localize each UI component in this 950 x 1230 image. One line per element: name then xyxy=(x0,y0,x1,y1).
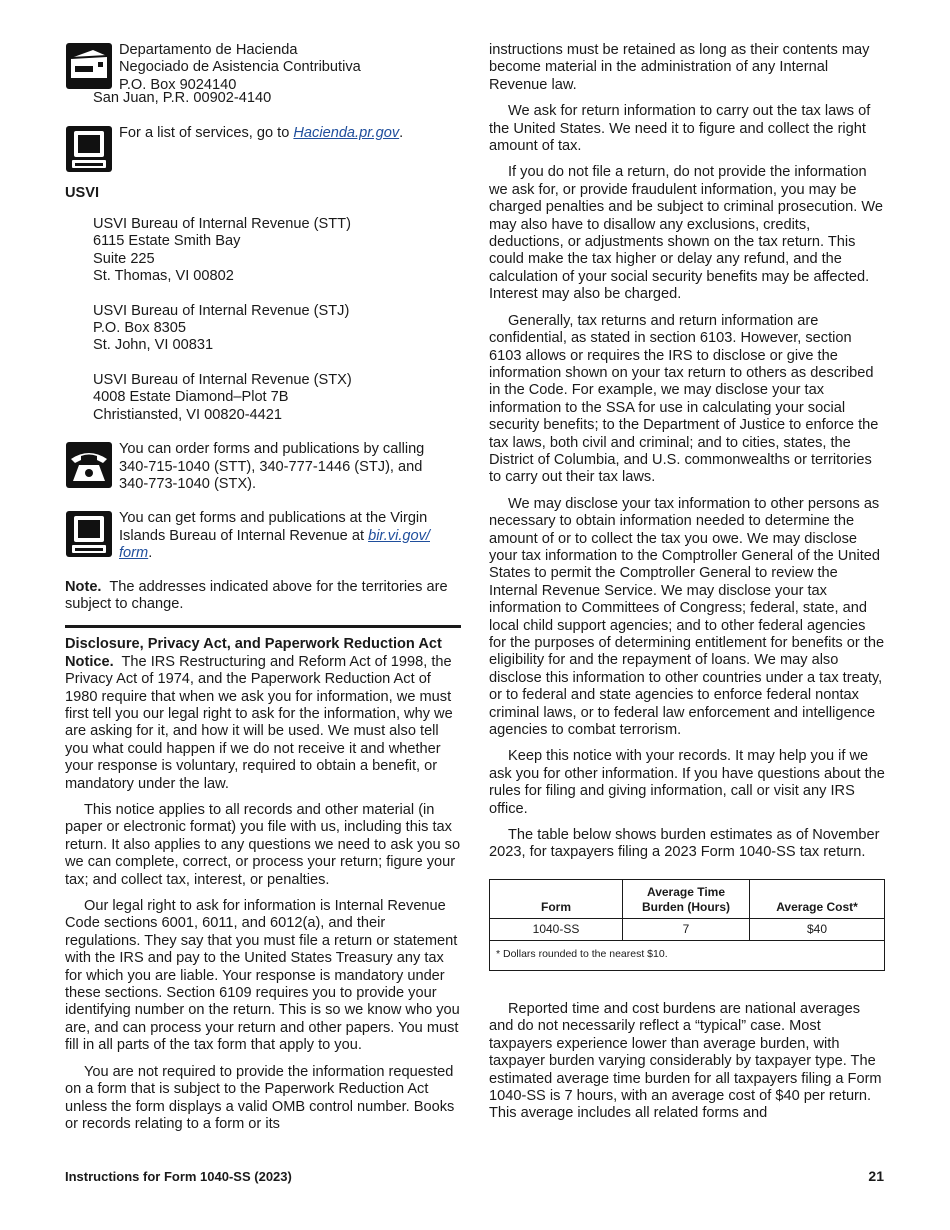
burden-table xyxy=(489,879,885,971)
footer-title: Instructions for Form 1040-SS (2023) xyxy=(65,1169,292,1184)
phone-line: You can order forms and publications by calling xyxy=(119,441,425,458)
usvi-phone-block xyxy=(65,441,461,493)
table-header: Average Cost* xyxy=(750,879,885,918)
hacienda-link[interactable]: Hacienda.pr.gov xyxy=(293,124,400,141)
address-line: USVI Bureau of Internal Revenue (STT) xyxy=(93,216,351,233)
body-paragraph: We ask for return information to carry out the tax laws of the United States. We need it to figure and collect the right amount of tax. xyxy=(489,103,871,155)
address-line: Departamento de Hacienda xyxy=(119,42,298,58)
usvi-web-text xyxy=(119,510,430,562)
usvi-office-stx xyxy=(65,372,461,424)
table-footnote: * Dollars rounded to the nearest $10. xyxy=(490,940,885,970)
bir-link-continued[interactable]: form xyxy=(119,545,149,562)
bir-link[interactable]: bir.vi.gov/ xyxy=(368,527,430,544)
address-line: St. Thomas, VI 00802 xyxy=(93,268,234,285)
pr-mail-block xyxy=(65,42,461,94)
body-paragraph: Reported time and cost burdens are national averages and do not necessarily reflect a “typical” case. Most taxpayers experience lower than average burden, with taxpayer burden varying considerably by taxpayer type. The estimated average time burden for all taxpayers filing a Form 1040-SS is 7 hours, with an average cost of $40 per return. This average includes all related forms and xyxy=(489,1000,882,1122)
body-paragraph: Our legal right to ask for information is Internal Revenue Code sections 6001, 6011, and 6012(a), and their regulations. They say that you must file a return or statement with the IRS and pay to the United States Treasury any tax for which you are liable. Your response is mandatory under these sections. Section 6109 requires you to provide your identifying number on the return. This is so we know who you are, and can process your return and other papers. You must fill in all parts of the tax form that apply to you. xyxy=(65,898,460,1054)
services-prefix: For a list of services, go to xyxy=(119,124,294,141)
body-paragraph: This notice applies to all records and other material (in paper or electronic format) you file with us, including this tax return. It also applies to any questions we need to ask you so we can complete, correct, or process your return; figure your tax; and collect tax, interest, or penalties. xyxy=(65,802,461,888)
web-line: You can get forms and publications at the Virgin xyxy=(119,510,428,527)
table-footnote-row xyxy=(490,940,885,970)
table-header: Average Time Burden (Hours) xyxy=(623,879,750,918)
web-line xyxy=(119,545,430,562)
note-paragraph xyxy=(65,579,461,614)
computer-icon xyxy=(65,125,113,173)
usvi-phone-text xyxy=(119,441,424,493)
address-line: 4008 Estate Diamond–Plot 7B xyxy=(93,389,289,406)
table-header: Form xyxy=(490,879,623,918)
usvi-heading: USVI xyxy=(65,184,100,201)
disclosure-intro-text: The IRS Restructuring and Reform Act of 1998, the Privacy Act of 1974, and the Paperwork Reduction Act of 1980 require that when we ask you for information, we must first tell you our legal right to ask for the information, why we are asking for it, and how it will be used. We must also tell you what could happen if we do not receive it and whether your response is voluntary, required to obtain a benefit, or mandatory under the law. xyxy=(65,653,453,792)
address-line: 6115 Estate Smith Bay xyxy=(93,233,241,250)
body-paragraph: Keep this notice with your records. It may help you if we ask you for other information. If you have questions about the rules for filing and giving information, call or visit any IRS office. xyxy=(489,748,885,817)
web-suffix: . xyxy=(148,545,153,562)
usvi-web-block xyxy=(65,510,461,562)
address-line: P.O. Box 8305 xyxy=(93,320,187,337)
phone-icon xyxy=(65,441,113,489)
address-line: Christiansted, VI 00820-4421 xyxy=(93,406,283,423)
disclosure-heading: Disclosure, Privacy Act, and Paperwork Reduction Act Notice. xyxy=(65,636,442,670)
disclosure-intro xyxy=(65,636,461,793)
body-paragraph: Generally, tax returns and return information are confidential, as stated in section 6103. However, section 6103 allows or requires the IRS to disclose or give the information shown on your tax return to others as described in the Code. For example, we may disclose your tax information to the SSA for use in calculating your social security benefits; to the Department of Justice to enforce the tax laws, both civil and criminal; and to cities, states, the District of Columbia, and U.S. commonwealths or territories to carry out their tax laws. xyxy=(489,312,879,486)
body-paragraph: The table below shows burden estimates as of November 2023, for taxpayers filing a 2023 Form 1040-SS tax return. xyxy=(489,827,880,861)
note-text: The addresses indicated above for the territories are subject to change. xyxy=(65,578,448,612)
right-column xyxy=(489,42,886,1123)
mail-icon xyxy=(65,42,113,90)
address-line: USVI Bureau of Internal Revenue (STX) xyxy=(93,371,352,388)
pr-services-text xyxy=(119,125,403,142)
web-line-prefix: Islands Bureau of Internal Revenue at xyxy=(119,527,369,544)
usvi-office-stj xyxy=(65,303,461,355)
table-cell: 1040-SS xyxy=(490,918,623,940)
section-divider xyxy=(65,625,461,628)
computer-icon xyxy=(65,510,113,558)
note-label: Note. xyxy=(65,578,102,595)
usvi-office-stt xyxy=(65,216,461,286)
page-number: 21 xyxy=(868,1168,884,1184)
phone-line: 340-715-1040 (STT), 340-777-1446 (STJ), and xyxy=(119,458,423,475)
table-row xyxy=(490,918,885,940)
table-cell: $40 xyxy=(750,918,885,940)
table-cell: 7 xyxy=(623,918,750,940)
address-line: St. John, VI 00831 xyxy=(93,337,214,354)
pr-services-block xyxy=(65,125,461,173)
pr-address-last: San Juan, P.R. 00902-4140 xyxy=(93,90,272,107)
services-suffix: . xyxy=(399,124,404,141)
body-paragraph-continued: instructions must be retained as long as their contents may become material in the administration of any Internal Revenue law. xyxy=(489,42,870,93)
phone-line: 340-773-1040 (STX). xyxy=(119,475,257,492)
address-line: USVI Bureau of Internal Revenue (STJ) xyxy=(93,302,350,319)
address-line: Suite 225 xyxy=(93,250,155,267)
left-column xyxy=(65,42,461,1133)
address-line: Negociado de Asistencia Contributiva xyxy=(119,59,361,76)
pr-address xyxy=(119,42,361,94)
body-paragraph: We may disclose your tax information to other persons as necessary to obtain information needed to determine the amount of or to collect the tax you owe. We may disclose your tax information to the Comptroller General of the United States to permit the Comptroller General to review the Internal Revenue Service. We may disclose your tax information to Committees of Congress; federal, state, and local child support agencies; and to other federal agencies for the purposes of determining entitlement for benefits or the eligibility for and the repayment of loans. We may also disclose this information to other countries under a tax treaty, or to federal and state agencies to enforce federal nontax criminal laws, or to federal law enforcement and intelligence agencies to combat terrorism. xyxy=(489,495,885,739)
address-line: P.O. Box 9024140 xyxy=(119,76,237,93)
body-paragraph: You are not required to provide the information requested on a form that is subject to the Paperwork Reduction Act unless the form displays a valid OMB control number. Books or records relating to a form or its xyxy=(65,1063,455,1132)
table-header-row xyxy=(490,879,885,918)
web-line xyxy=(119,528,430,545)
body-paragraph: If you do not file a return, do not provide the information we ask for, or provide fraudulent information, you may be charged penalties and be subject to criminal prosecution. We may also have to disallow any exclusions, credits, deductions, or adjustments shown on the tax return. This could make the tax higher or delay any refund, and the calculation of your social security benefits may be affected. Interest may also be charged. xyxy=(489,164,883,303)
